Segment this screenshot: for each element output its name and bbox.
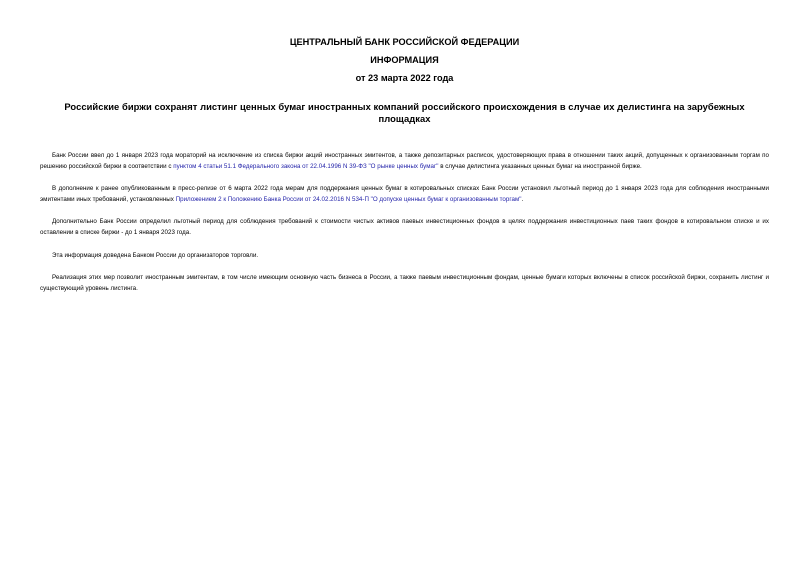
paragraph-notification — [40, 251, 769, 262]
document-title: Российские биржи сохранят листинг ценных бумаг иностранных компаний российского происхождения в случае их делистинга на зарубежных площадках — [64, 101, 745, 124]
paragraph-moratorium — [40, 151, 769, 172]
paragraph-investment-funds — [40, 217, 769, 238]
paragraph-text: Эта информация доведена Банком России до организаторов торговли. — [52, 251, 259, 259]
paragraph-grace-period — [40, 184, 769, 205]
regulation-reference-link[interactable]: Приложением 2 к Положению Банка России от 24.02.2016 N 534-П "О допуске ценных бумаг к организованным торгам" — [175, 195, 522, 203]
paragraph-text: В дополнение к ранее опубликованным в пресс-релизе от 6 марта 2022 года мерам для поддержания ценных бумаг в котировальных списках Банк России установил льготный период до 1 января 2023 года для соблюдения иностранными эмитентами иных требований, установленных — [40, 185, 769, 203]
document-type: ИНФОРМАЦИЯ — [370, 55, 439, 65]
paragraph-text: Банк России ввел до 1 января 2023 года мораторий на исключение из списка биржи акций иностранных эмитентов, а также депозитарных расписок, удостоверяющих права в отношении таких акций, допущенных к организованным торгам по решению российской биржи в соответствии с — [40, 152, 769, 170]
paragraph-conclusion — [40, 273, 769, 294]
law-reference-link[interactable]: пунктом 4 статьи 51.1 Федерального закона от 22.04.1996 N 39-ФЗ "О рынке ценных бумаг" — [173, 162, 439, 170]
paragraph-text: Дополнительно Банк России определил льготный период для соблюдения требований к стоимости чистых активов паевых инвестиционных фондов в целях поддержания инвестиционных паев таких фондов в котировальном списке и их оставлении в списке биржи - до 1 января 2023 года. — [40, 218, 769, 236]
paragraph-text: Реализация этих мер позволит иностранным эмитентам, в том числе имеющим основную часть бизнеса в России, а также паевым инвестиционным фондам, ценные бумаги которых включены в список российской биржи, сохранить листинг и существующий уровень листинга. — [40, 274, 769, 292]
paragraph-text: в случае делистинга указанных ценных бумаг на иностранной бирже. — [438, 162, 642, 170]
organization-name: ЦЕНТРАЛЬНЫЙ БАНК РОССИЙСКОЙ ФЕДЕРАЦИИ — [289, 37, 520, 47]
document-body — [40, 151, 769, 294]
document-date: от 23 марта 2022 года — [355, 73, 454, 83]
paragraph-text: . — [521, 195, 524, 203]
